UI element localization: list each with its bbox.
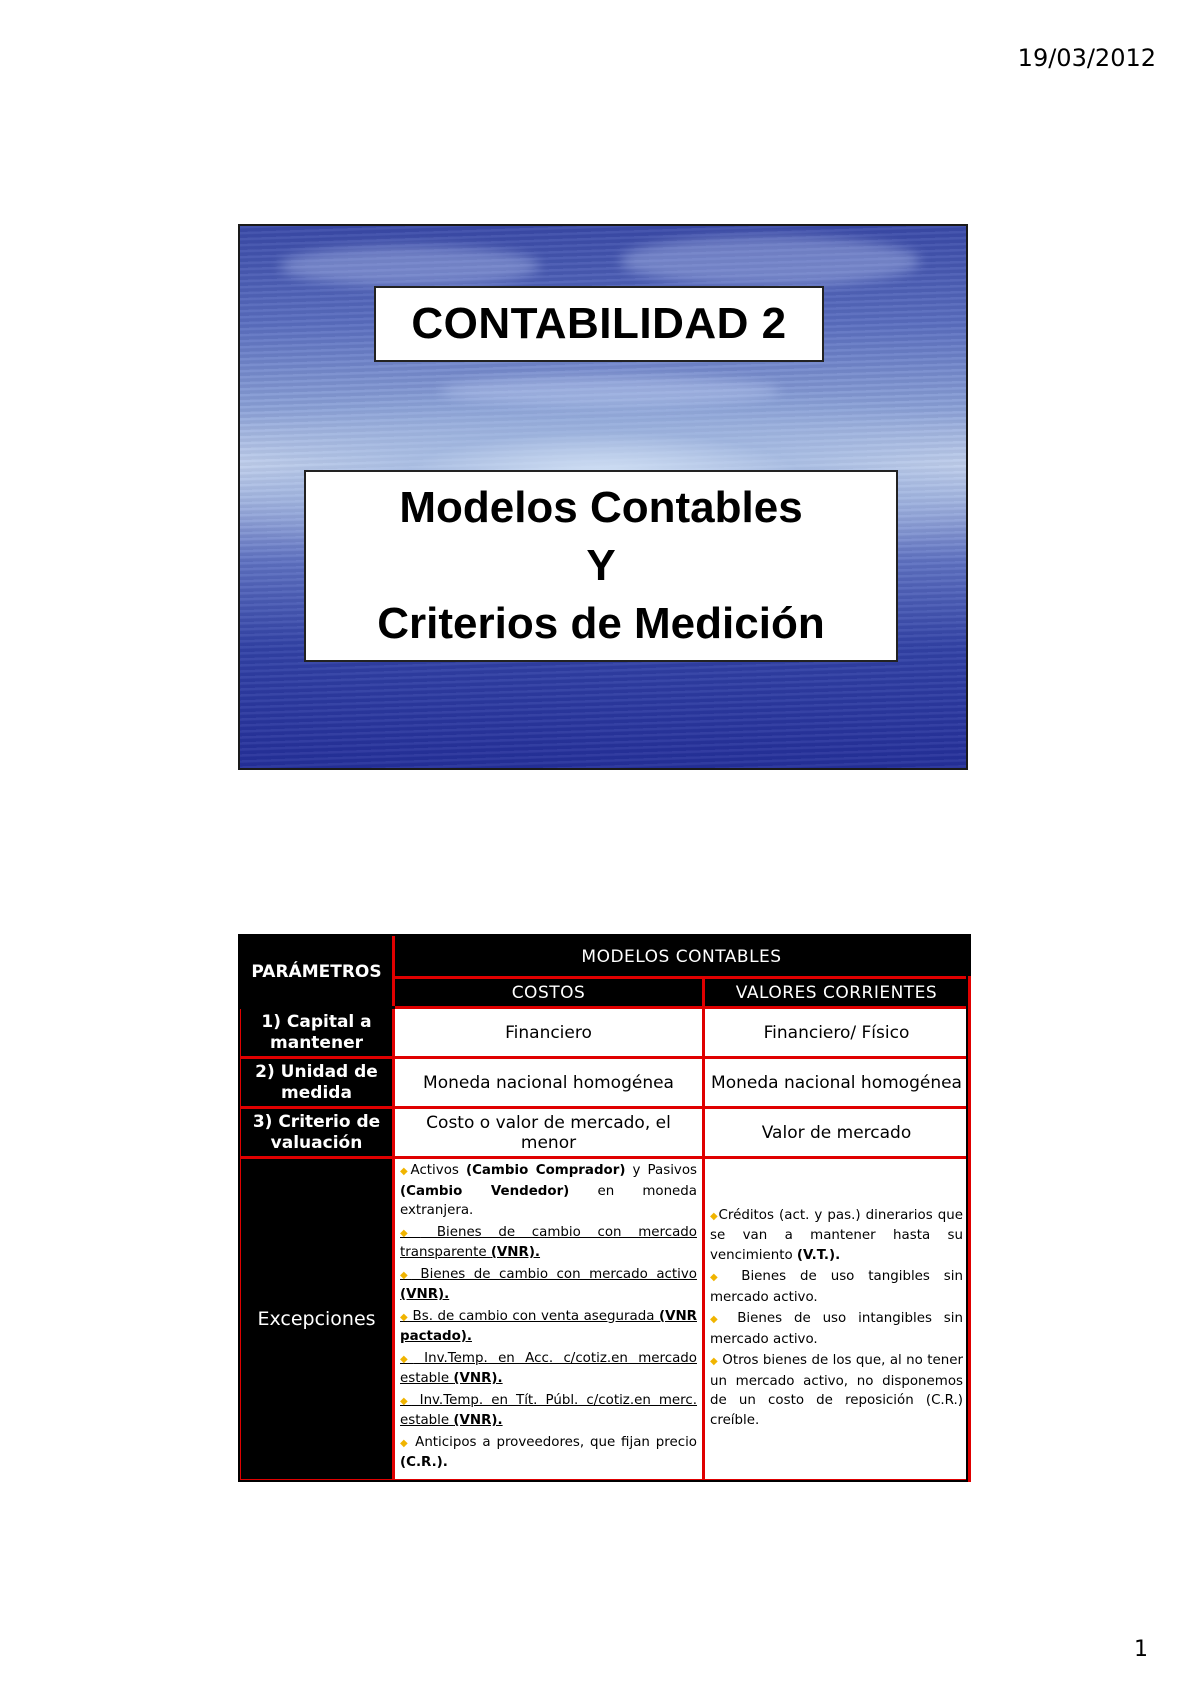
- exception-text: Bs. de cambio con venta asegurada: [407, 1308, 659, 1324]
- cloud-decoration: [620, 236, 920, 286]
- costos-criterio-value: Costo o valor de mercado, el menor: [394, 1108, 704, 1158]
- slide-title-box: [374, 286, 824, 362]
- exception-text: Activos: [410, 1163, 466, 1178]
- page-date: 19/03/2012: [1017, 44, 1156, 72]
- valores-capital-value: Financiero/ Físico: [704, 1008, 970, 1058]
- costos-exception-item: [400, 1391, 697, 1431]
- bullet-icon: ◆: [710, 1210, 719, 1222]
- valores-unidad-value: Moneda nacional homogénea: [704, 1058, 970, 1108]
- slide-subtitle-box: [304, 470, 898, 662]
- costos-exception-item: [400, 1265, 697, 1305]
- costos-exception-item: [400, 1161, 697, 1221]
- valores-exception-item: [710, 1267, 963, 1307]
- bullet-icon: ◆: [400, 1227, 421, 1239]
- valores-exception-item: [710, 1206, 963, 1266]
- title-slide: [238, 224, 968, 770]
- bullet-icon: ◆: [400, 1166, 411, 1177]
- bullet-icon: ◆: [710, 1272, 728, 1284]
- slide-title: CONTABILIDAD 2: [411, 299, 787, 348]
- exception-text: Inv.Temp. en Tít. Públ. c/cotiz.en merc. estable: [400, 1392, 698, 1428]
- bullet-icon: ◆: [400, 1269, 412, 1281]
- costos-exceptions: [394, 1158, 704, 1481]
- costos-unidad-value: Moneda nacional homogénea: [394, 1058, 704, 1108]
- subtitle-line-2: Y: [586, 541, 616, 590]
- subtitle-line-3: Criterios de Medición: [377, 599, 825, 648]
- exception-ref: (VNR).: [400, 1287, 450, 1302]
- bullet-icon: ◆: [400, 1395, 412, 1407]
- parameters-header: PARÁMETROS: [240, 936, 394, 1008]
- exception-ref: (Cambio Comprador): [465, 1163, 626, 1178]
- bullet-icon: ◆: [400, 1311, 408, 1323]
- costos-exception-item: [400, 1349, 697, 1389]
- valores-exception-item: [710, 1351, 963, 1430]
- param-criterio: 3) Criterio de valuación: [240, 1108, 394, 1158]
- costos-capital-value: Financiero: [394, 1008, 704, 1058]
- exception-text: Bienes de cambio con mercado activo: [411, 1266, 697, 1282]
- valores-exception-item: [710, 1309, 963, 1349]
- exception-ref: (VNR).: [453, 1413, 503, 1428]
- costos-exception-item: [400, 1433, 697, 1473]
- exception-ref: (Cambio Vendedor): [400, 1183, 570, 1199]
- param-unidad: 2) Unidad de medida: [240, 1058, 394, 1108]
- models-header: MODELOS CONTABLES: [394, 936, 970, 978]
- bullet-icon: ◆: [400, 1437, 410, 1449]
- models-table: [238, 934, 971, 1482]
- bullet-icon: ◆: [400, 1353, 414, 1365]
- exception-ref: (VNR).: [490, 1245, 541, 1260]
- cloud-decoration: [440, 376, 780, 406]
- exception-ref: (C.R.).: [400, 1455, 448, 1470]
- exception-text: Bienes de uso intangibles sin mercado activo.: [710, 1311, 963, 1347]
- exception-text: Bienes de uso tangibles sin mercado activo.: [710, 1269, 963, 1305]
- costos-exception-item: [400, 1307, 697, 1347]
- exception-text: y Pasivos: [625, 1163, 698, 1178]
- param-capital: 1) Capital a mantener: [240, 1008, 394, 1058]
- cloud-decoration: [280, 246, 540, 286]
- exception-text: en moneda extranjera.: [400, 1183, 697, 1218]
- bullet-icon: ◆: [710, 1314, 726, 1326]
- subtitle-line-1: Modelos Contables: [399, 483, 803, 532]
- page-number: 1: [1134, 1637, 1148, 1662]
- costos-header: COSTOS: [394, 978, 704, 1008]
- models-table-slide: [238, 934, 968, 1482]
- exceptions-label: Excepciones: [240, 1158, 394, 1481]
- valores-criterio-value: Valor de mercado: [704, 1108, 970, 1158]
- valores-header: VALORES CORRIENTES: [704, 978, 970, 1008]
- exception-ref: (VNR pactado).: [400, 1308, 697, 1344]
- exception-text: Anticipos a proveedores, que fijan precio: [409, 1434, 697, 1450]
- exception-text: Otros bienes de los que, al no tener un mercado activo, no disponemos de un costo de reposición (C.R.) creíble.: [710, 1353, 963, 1428]
- exception-ref: (V.T.).: [796, 1247, 841, 1263]
- valores-exceptions: [704, 1158, 970, 1481]
- exception-text: Bienes de cambio con mercado transparente: [400, 1224, 697, 1260]
- bullet-icon: ◆: [710, 1356, 718, 1368]
- costos-exception-item: [400, 1223, 697, 1263]
- exception-text: Créditos (act. y pas.) dinerarios que se van a mantener hasta su vencimiento: [710, 1207, 963, 1263]
- exception-ref: (VNR).: [453, 1371, 503, 1386]
- exception-text: Inv.Temp. en Acc. c/cotiz.en mercado estable: [400, 1350, 697, 1386]
